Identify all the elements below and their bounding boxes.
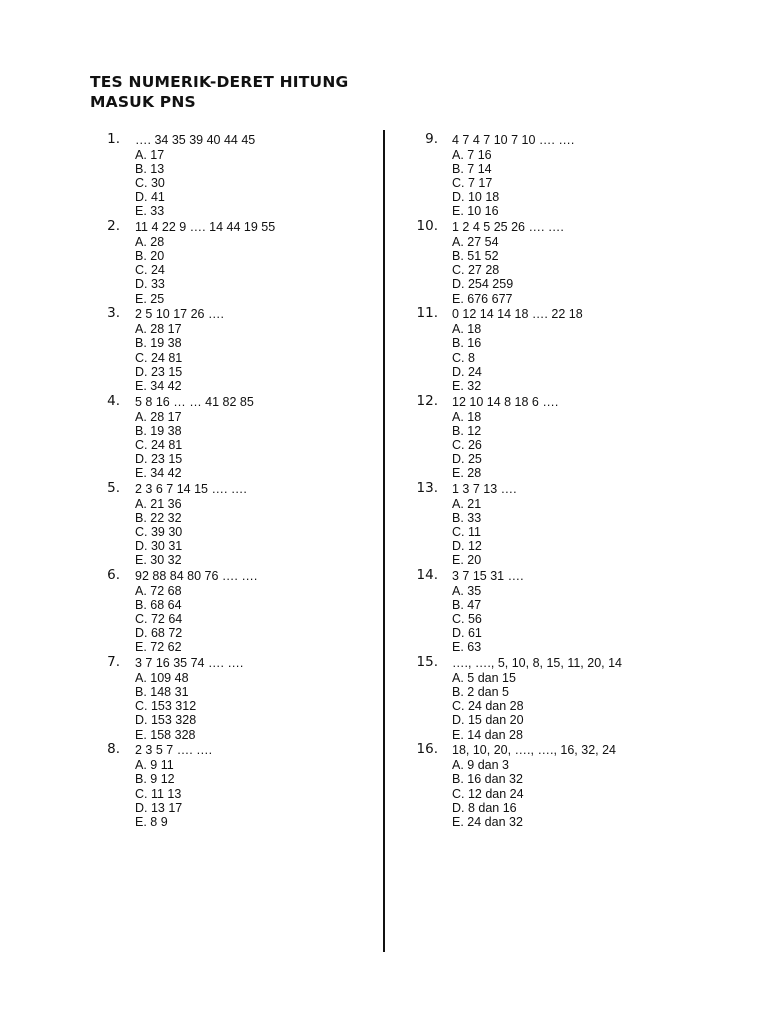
answer-option: B. 51 52 — [452, 249, 499, 264]
question-text: 18, 10, 20, …., …., 16, 32, 24 — [452, 743, 616, 758]
answer-option: C. 153 312 — [135, 699, 197, 714]
answer-option: D. 23 15 — [135, 364, 183, 379]
answer-option: E. 25 — [135, 291, 165, 306]
answer-option: C. 12 dan 24 — [452, 786, 524, 801]
answer-option: D. 33 — [135, 277, 165, 292]
answer-option: D. 254 259 — [452, 277, 514, 292]
title-line-1: TES NUMERIK-DERET HITUNG — [90, 73, 349, 91]
answer-option: B. 2 dan 5 — [452, 685, 509, 700]
question-number: 11. — [416, 305, 438, 322]
answer-option: C. 30 — [135, 176, 165, 191]
answer-options — [452, 322, 482, 392]
answer-option: A. 18 — [452, 322, 482, 337]
answer-option: E. 72 62 — [135, 640, 182, 655]
question-text: 0 12 14 14 18 …. 22 18 — [452, 307, 583, 322]
answer-option: B. 20 — [135, 249, 165, 264]
answer-option: C. 8 — [452, 350, 475, 365]
answer-option: C. 7 17 — [452, 176, 493, 191]
question-number: 1. — [107, 131, 120, 147]
answer-option: D. 24 — [452, 364, 482, 379]
answer-option: B. 68 64 — [135, 598, 182, 613]
answer-option: B. 148 31 — [135, 685, 189, 700]
answer-option: C. 24 — [135, 263, 165, 278]
question-text: …., …., 5, 10, 8, 15, 11, 20, 14 — [452, 656, 623, 671]
answer-option: C. 56 — [452, 612, 482, 627]
question-text: 5 8 16 … … 41 82 85 — [135, 394, 254, 409]
answer-option: E. 158 328 — [135, 727, 196, 742]
answer-option: C. 27 28 — [452, 263, 500, 278]
answer-options — [452, 584, 482, 654]
answer-option: B. 7 14 — [452, 162, 492, 177]
question-number: 14. — [416, 567, 438, 583]
answer-option: B. 12 — [452, 423, 482, 438]
question-text: 1 2 4 5 25 26 …. …. — [452, 220, 564, 235]
question-number: 16. — [416, 741, 438, 758]
answer-option: C. 26 — [452, 437, 482, 452]
answer-option: C. 39 30 — [135, 524, 183, 539]
question-number: 2. — [107, 218, 120, 235]
question-text: 3 7 15 31 …. — [452, 569, 524, 583]
answer-options — [452, 497, 482, 567]
answer-option: E. 24 dan 32 — [452, 814, 523, 829]
answer-option: E. 676 677 — [452, 291, 513, 306]
answer-option: A. 27 54 — [452, 235, 499, 250]
answer-option: E. 30 32 — [135, 553, 182, 568]
answer-options — [135, 758, 182, 828]
answer-option: A. 35 — [452, 584, 482, 598]
answer-option: D. 61 — [452, 626, 482, 641]
answer-option: E. 28 — [452, 465, 482, 480]
question-text: 2 3 6 7 14 15 …. …. — [135, 481, 247, 496]
answer-option: A. 9 dan 3 — [452, 758, 509, 773]
answer-option: B. 16 dan 32 — [452, 772, 523, 787]
question-number: 12. — [416, 392, 438, 409]
answer-option: B. 33 — [452, 510, 482, 525]
answer-option: D. 153 328 — [135, 713, 197, 728]
answer-options — [452, 758, 524, 828]
answer-option: E. 14 dan 28 — [452, 727, 523, 742]
answer-options — [135, 148, 165, 218]
answer-option: D. 41 — [135, 190, 165, 205]
answer-option: A. 21 — [452, 496, 482, 511]
question-number: 5. — [107, 479, 120, 496]
answer-option: E. 20 — [452, 553, 482, 568]
answer-option: E. 8 9 — [135, 814, 168, 829]
page-title — [90, 72, 348, 112]
answer-option: D. 12 — [452, 539, 482, 554]
answer-option: B. 19 38 — [135, 423, 182, 438]
answer-option: D. 13 17 — [135, 800, 183, 815]
answer-option: D. 68 72 — [135, 626, 183, 641]
question-number: 6. — [107, 567, 120, 583]
answer-option: B. 13 — [135, 162, 165, 177]
question-text: 92 88 84 80 76 …. …. — [135, 569, 258, 583]
answer-options — [135, 410, 182, 480]
answer-option: C. 24 81 — [135, 350, 183, 365]
question-text: 3 7 16 35 74 …. …. — [135, 656, 244, 671]
question-text: …. 34 35 39 40 44 45 — [135, 133, 256, 147]
answer-option: A. 28 — [135, 235, 165, 250]
answer-options — [135, 497, 182, 567]
question-number: 13. — [416, 479, 438, 496]
answer-option: B. 19 38 — [135, 336, 182, 351]
answer-option: C. 24 81 — [135, 437, 183, 452]
answer-option: C. 72 64 — [135, 612, 183, 627]
answer-options — [452, 671, 524, 741]
question-number: 10. — [416, 218, 438, 235]
answer-option: C. 11 13 — [135, 786, 182, 801]
answer-option: A. 21 36 — [135, 496, 182, 511]
answer-option: A. 5 dan 15 — [452, 671, 516, 686]
answer-option: A. 9 11 — [135, 758, 174, 773]
answer-option: D. 30 31 — [135, 539, 183, 554]
answer-options — [452, 148, 499, 218]
question-text: 11 4 22 9 …. 14 44 19 55 — [135, 220, 276, 235]
question-text: 4 7 4 7 10 7 10 …. …. — [452, 133, 575, 147]
question-text: 2 5 10 17 26 …. — [135, 307, 224, 322]
answer-options — [452, 235, 513, 305]
answer-options — [135, 671, 196, 741]
answer-option: B. 47 — [452, 598, 482, 613]
answer-option: A. 72 68 — [135, 584, 182, 598]
answer-option: E. 34 42 — [135, 378, 182, 393]
answer-option: D. 23 15 — [135, 451, 183, 466]
answer-option: A. 109 48 — [135, 671, 189, 686]
answer-option: E. 33 — [135, 204, 165, 219]
answer-option: E. 10 16 — [452, 204, 499, 219]
answer-option: E. 63 — [452, 640, 482, 655]
question-text: 1 3 7 13 …. — [452, 481, 517, 496]
answer-option: C. 24 dan 28 — [452, 699, 524, 714]
question-number: 3. — [107, 305, 120, 322]
question-number: 15. — [416, 654, 438, 671]
answer-options — [135, 584, 182, 654]
answer-option: E. 34 42 — [135, 465, 182, 480]
answer-option: A. 17 — [135, 148, 165, 162]
answer-options — [452, 410, 482, 480]
question-number: 7. — [107, 654, 120, 671]
question-text: 12 10 14 8 18 6 …. — [452, 394, 559, 409]
answer-option: A. 28 17 — [135, 322, 182, 337]
question-text: 2 3 5 7 …. …. — [135, 743, 213, 758]
title-line-2: MASUK PNS — [90, 93, 196, 111]
answer-option: B. 9 12 — [135, 772, 175, 787]
answer-option: E. 32 — [452, 378, 482, 393]
answer-option: B. 16 — [452, 336, 482, 351]
question-number: 8. — [107, 741, 120, 758]
answer-option: D. 25 — [452, 451, 482, 466]
answer-option: A. 18 — [452, 409, 482, 424]
answer-option: A. 28 17 — [135, 409, 182, 424]
answer-option: D. 10 18 — [452, 190, 500, 205]
answer-option: D. 8 dan 16 — [452, 800, 517, 815]
answer-options — [135, 322, 182, 392]
question-number: 9. — [425, 131, 438, 147]
answer-options — [135, 235, 165, 305]
answer-option: A. 7 16 — [452, 148, 492, 162]
column-divider — [383, 130, 385, 952]
question-number: 4. — [107, 392, 120, 409]
answer-option: C. 11 — [452, 524, 481, 539]
answer-option: B. 22 32 — [135, 510, 182, 525]
answer-option: D. 15 dan 20 — [452, 713, 524, 728]
